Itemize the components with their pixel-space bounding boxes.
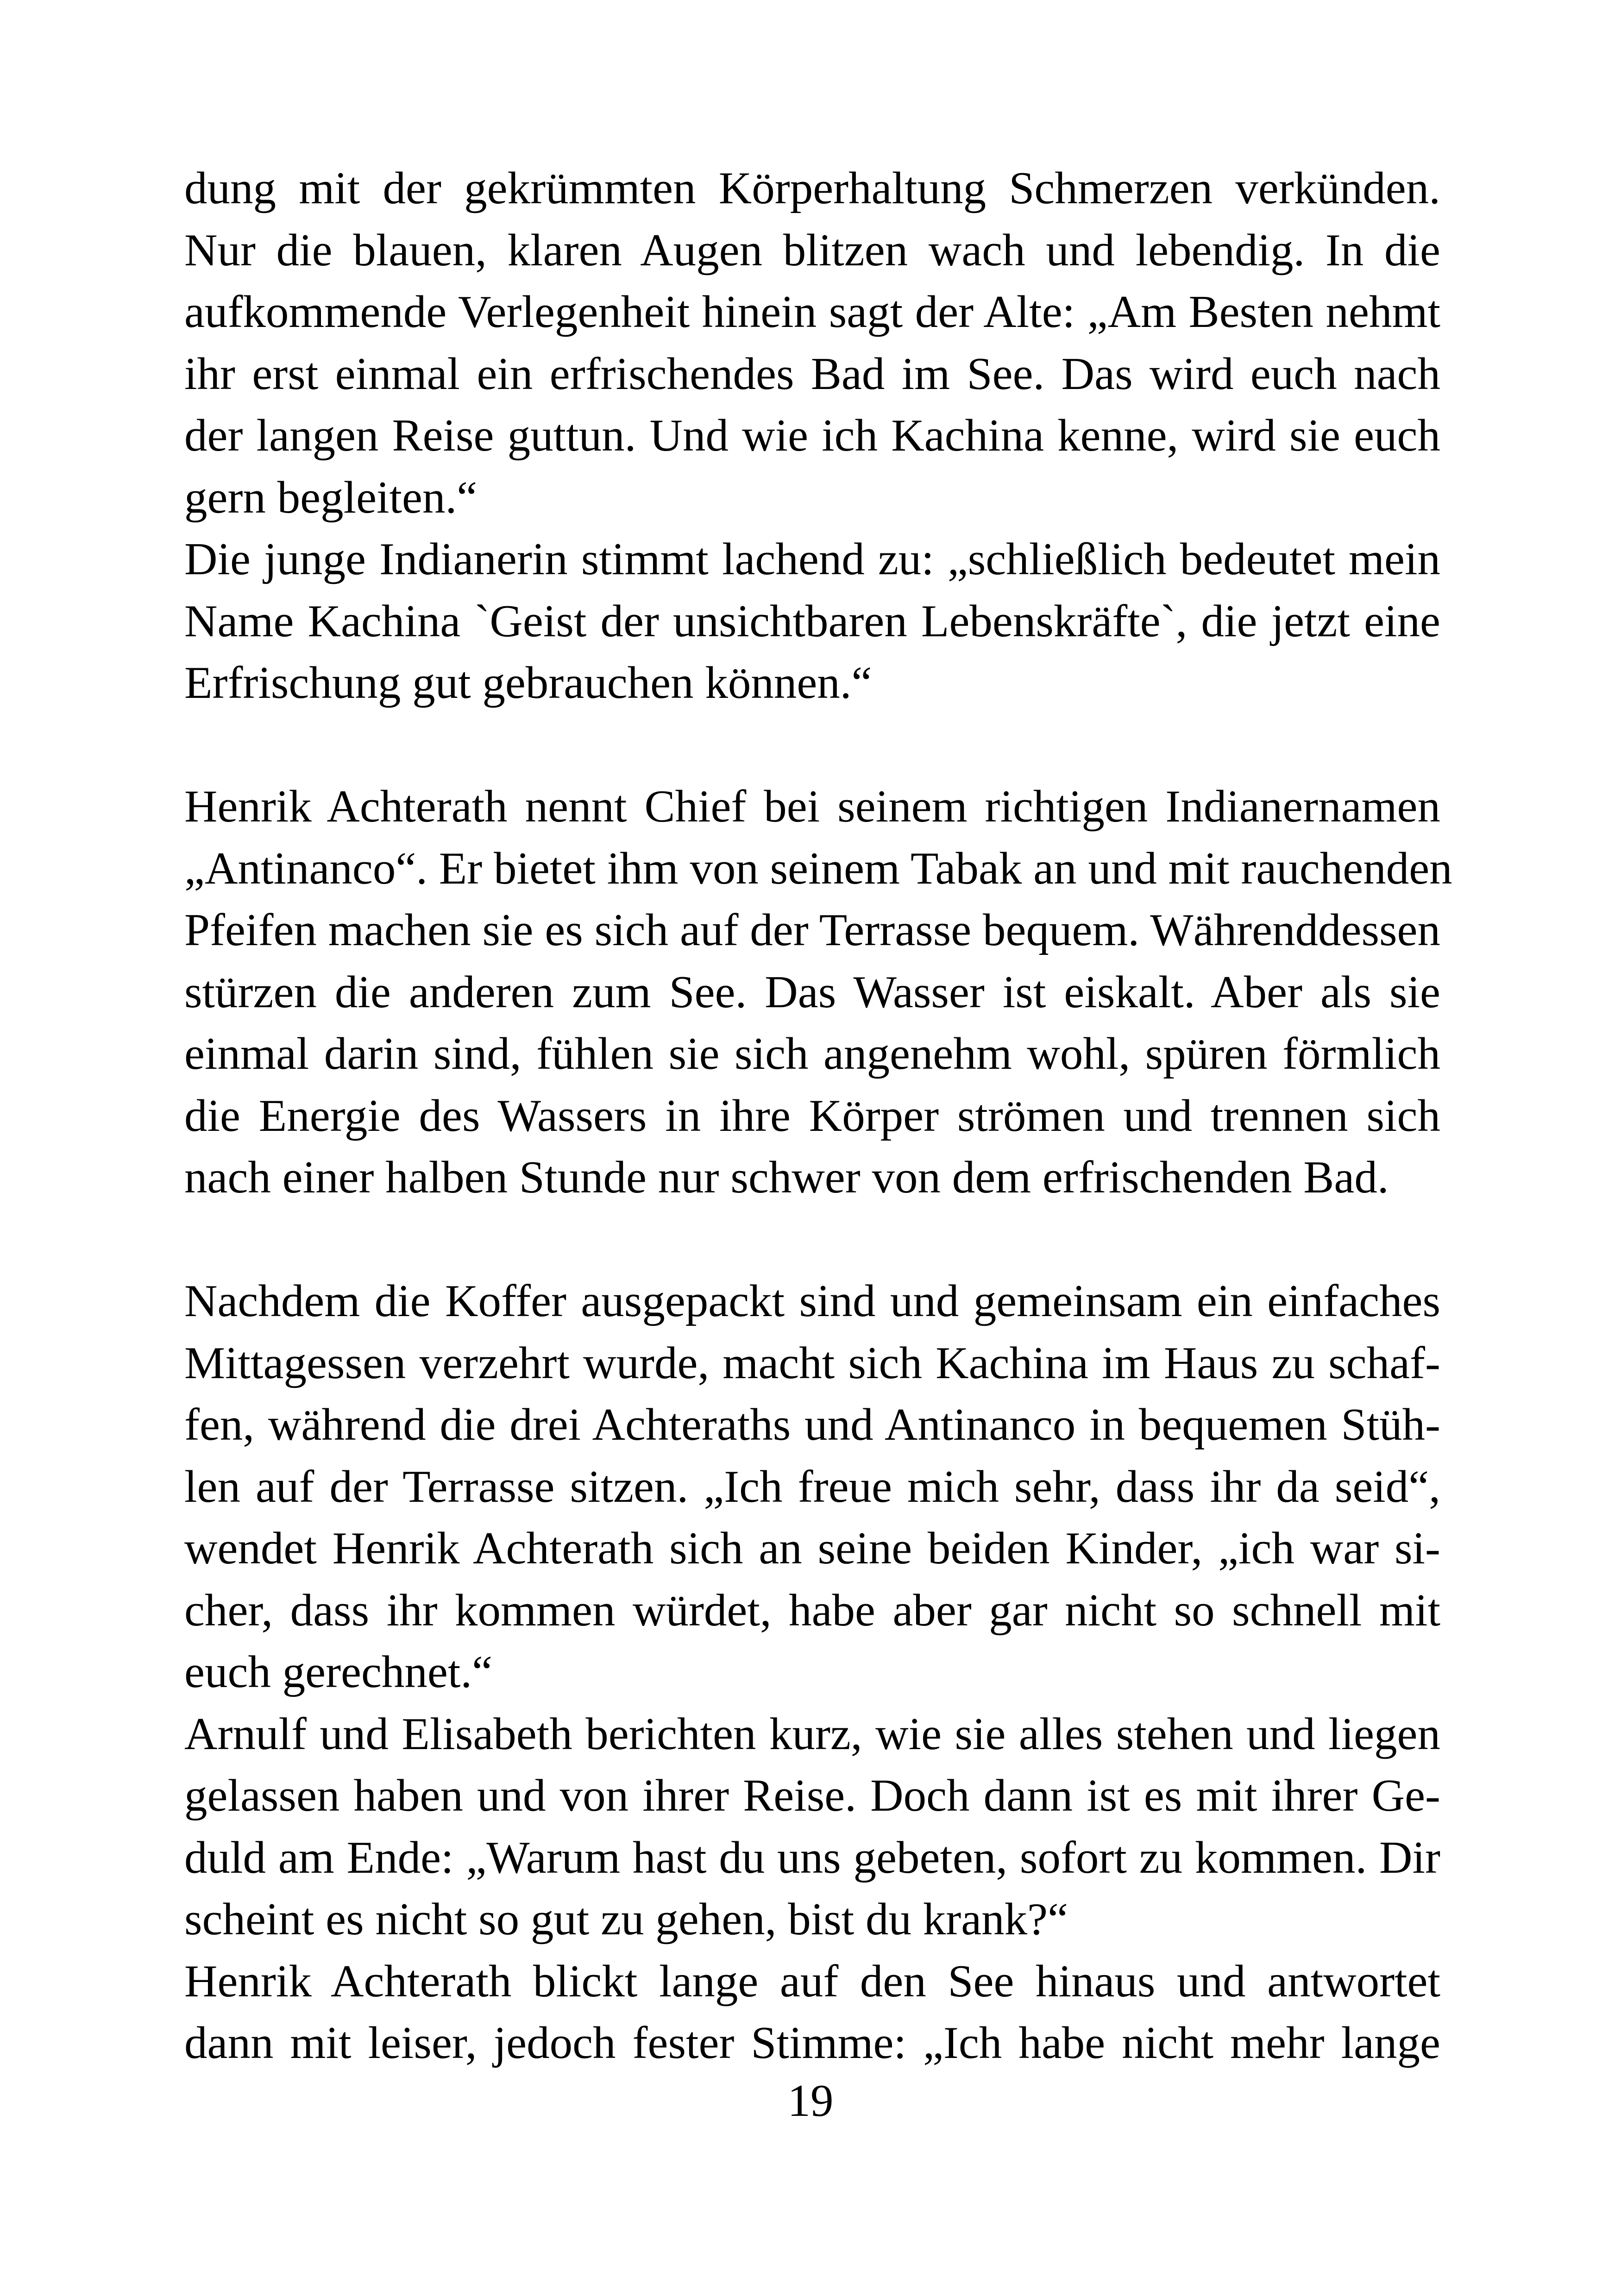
paragraph — [184, 1703, 1440, 1951]
text-line: len auf der Terrasse sitzen. „Ich freue mich sehr, dass ihr da seid“, — [184, 1461, 1440, 1512]
text-line: Erfrischung gut gebrauchen können.“ — [184, 658, 872, 708]
text-line: aufkommende Verlegenheit hinein sagt der Alte: „Am Besten nehmt — [184, 287, 1440, 337]
paragraph — [184, 528, 1440, 714]
text-line: Die junge Indianerin stimmt lachend zu: „schließlich bedeutet mein — [184, 534, 1440, 584]
text-line: gelassen haben und von ihrer Reise. Doch dann ist es mit ihrer Ge- — [184, 1770, 1440, 1821]
text-line: euch gerechnet.“ — [184, 1647, 493, 1697]
text-line: die Energie des Wassers in ihre Körper strömen und trennen sich — [184, 1090, 1440, 1141]
text-line: Nachdem die Koffer ausgepackt sind und gemeinsam ein einfaches — [184, 1276, 1440, 1326]
text-line: einmal darin sind, fühlen sie sich angenehm wohl, spüren förmlich — [184, 1029, 1440, 1079]
paragraph — [184, 1270, 1440, 1703]
text-line: nach einer halben Stunde nur schwer von dem erfrischenden Bad. — [184, 1152, 1389, 1203]
body-text — [184, 157, 1452, 2074]
paragraph — [184, 776, 1452, 1209]
text-line: scheint es nicht so gut zu gehen, bist du krank?“ — [184, 1894, 1068, 1945]
text-line: wendet Henrik Achterath sich an seine beiden Kinder, „ich war si- — [184, 1523, 1440, 1574]
paragraph-gap — [184, 1209, 1440, 1271]
page-number: 19 — [787, 2076, 834, 2126]
text-line: ihr erst einmal ein erfrischendes Bad im See. Das wird euch nach — [184, 348, 1440, 399]
text-line: duld am Ende: „Warum hast du uns gebeten, sofort zu kommen. Dir — [184, 1832, 1440, 1883]
text-line: Name Kachina `Geist der unsichtbaren Lebenskräfte`, die jetzt eine — [184, 596, 1440, 646]
text-line: dung mit der gekrümmten Körperhaltung Schmerzen verkünden. — [184, 163, 1440, 213]
paragraph — [184, 157, 1440, 528]
text-line: der langen Reise guttun. Und wie ich Kachina kenne, wird sie euch — [184, 410, 1440, 461]
text-line: gern begleiten.“ — [184, 472, 478, 523]
text-line: Arnulf und Elisabeth berichten kurz, wie sie alles stehen und liegen — [184, 1708, 1440, 1759]
paragraph — [184, 1951, 1440, 2074]
text-line: Henrik Achterath nennt Chief bei seinem richtigen Indianernamen — [184, 781, 1440, 832]
paragraph-gap — [184, 714, 1440, 776]
text-line: Henrik Achterath blickt lange auf den See hinaus und antwortet — [184, 1956, 1440, 2007]
text-line: fen, während die drei Achteraths und Antinanco in bequemen Stüh- — [184, 1399, 1440, 1450]
text-line: Nur die blauen, klaren Augen blitzen wach und lebendig. In die — [184, 225, 1440, 276]
text-line: cher, dass ihr kommen würdet, habe aber gar nicht so schnell mit — [184, 1585, 1440, 1636]
text-line: dann mit leiser, jedoch fester Stimme: „Ich habe nicht mehr lange — [184, 2018, 1440, 2068]
text-line: „Antinanco“. Er bietet ihm von seinem Tabak an und mit rauchenden — [184, 843, 1452, 894]
text-line: Pfeifen machen sie es sich auf der Terrasse bequem. Währenddessen — [184, 905, 1440, 955]
text-line: stürzen die anderen zum See. Das Wasser ist eiskalt. Aber als sie — [184, 966, 1440, 1017]
text-line: Mittagessen verzehrt wurde, macht sich Kachina im Haus zu schaf- — [184, 1337, 1440, 1388]
